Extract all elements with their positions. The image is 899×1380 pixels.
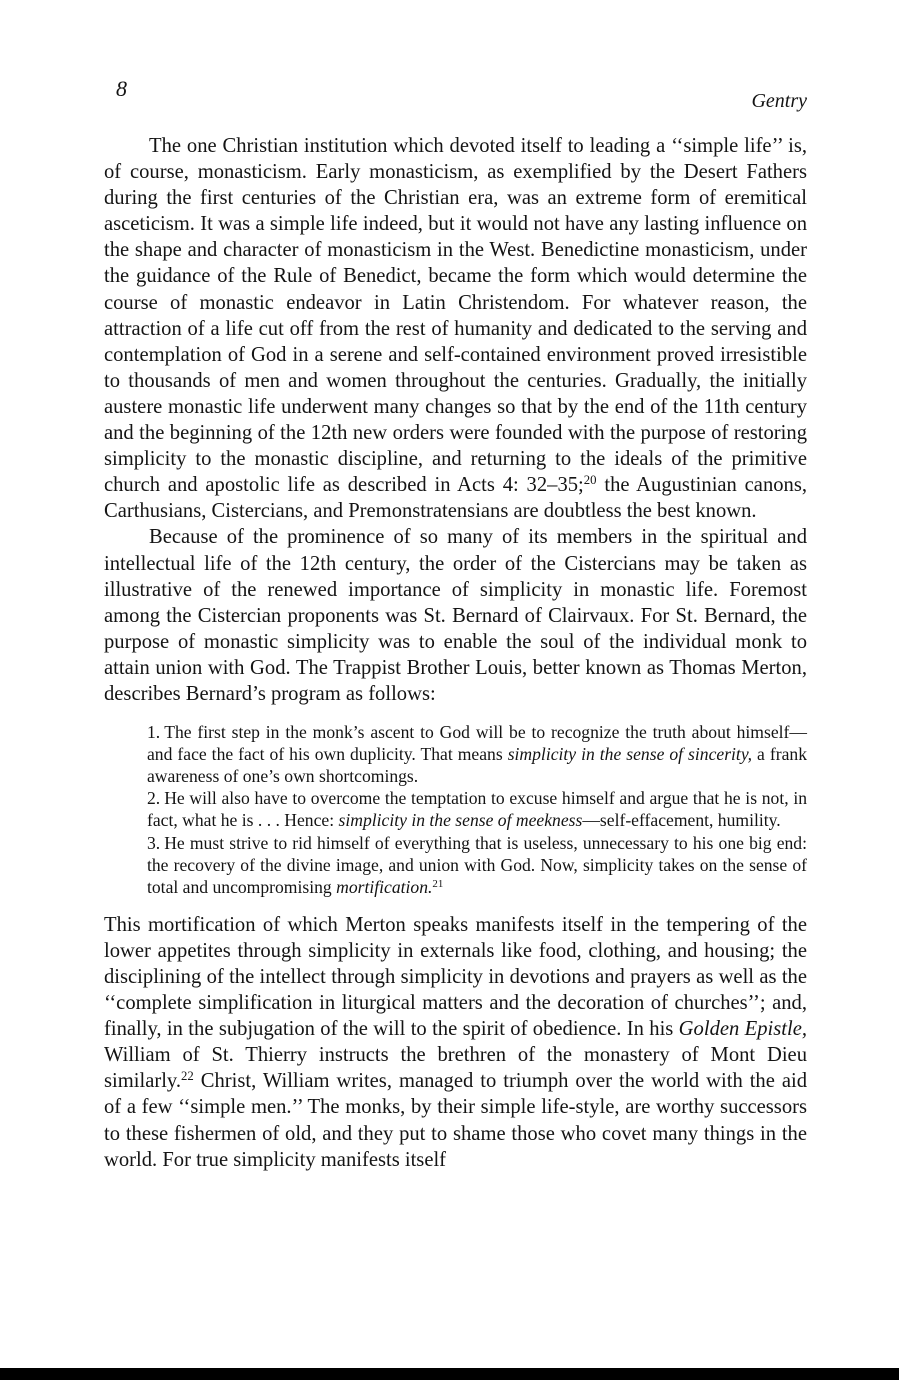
block-quote bbox=[147, 721, 807, 898]
footnote-ref-21: 21 bbox=[432, 877, 444, 890]
footnote-ref-22: 22 bbox=[181, 1069, 194, 1084]
quote-item-number: 3. bbox=[147, 832, 161, 853]
quote-item-1 bbox=[147, 721, 807, 787]
quote-text: The first step in the monk’s ascent to God will be to recognize the truth about himself—and face the fact of his own duplicity. That means bbox=[147, 722, 807, 765]
quote-emphasis: simplicity in the sense of meekness bbox=[338, 810, 583, 831]
paragraph-1-end: the Augustinian canons, Carthusians, Cistercians, and Premonstratensians are doubtless the best known. bbox=[104, 474, 807, 523]
paragraph-1 bbox=[104, 133, 807, 524]
body-text bbox=[104, 133, 807, 1173]
quote-text: He must strive to rid himself of everything that is useless, unnecessary to his one big end: the recovery of the divine image, and union with God. Now, simplicity takes on the sense of total and uncompromising bbox=[147, 832, 807, 897]
page-number: 8 bbox=[116, 76, 127, 101]
paragraph-1-text: The one Christian institution which devoted itself to leading a ‘‘simple life’’ is, of course, monasticism. Early monasticism, as exemplified by the Desert Fathers during the first centuries of the Christian era, was an extreme form of eremitical asceticism. It was a simple life indeed, but it would not have any lasting influence on the shape and character of monasticism in the West. Benedictine monasticism, under the guidance of the Rule of Benedict, became the form which would determine the course of monastic endeavor in Latin Christendom. For whatever reason, the attraction of a life cut off from the rest of humanity and dedicated to the serving and contemplation of God in a serene and self-contained environment proved irresistible to thousands of men and women throughout the centuries. Gradually, the initially austere monastic life underwent many changes so that by the end of the 11th century and the beginning of the 12th new orders were founded with the purpose of restoring simplicity to the monastic discipline, and returning to the ideals of the primitive church and apostolic life as described in Acts 4: 32–35; bbox=[104, 135, 807, 497]
quote-emphasis: simplicity in the sense of sincerity, bbox=[507, 744, 753, 765]
quote-item-number: 2. bbox=[147, 788, 161, 809]
footnote-ref-20: 20 bbox=[583, 473, 597, 488]
book-title: Golden Epistle, bbox=[678, 1018, 807, 1041]
quote-text: a frank awareness of one’s own shortcomings. bbox=[147, 744, 807, 787]
scan-bottom-border bbox=[0, 1368, 899, 1380]
quote-text: He will also have to overcome the temptation to excuse himself and argue that he is not, in fact, what he is . . . Hence: bbox=[147, 788, 807, 831]
quote-item-3 bbox=[147, 832, 807, 898]
paragraph-3 bbox=[104, 912, 807, 1173]
paragraph-3-text: Christ, William writes, managed to triumph over the world with the aid of a few ‘‘simple men.’’ The monks, by their simple life-style, are worthy successors to these fishermen of old, and they put to shame those who covet many things in the world. For true simplicity manifests itself bbox=[104, 1070, 807, 1171]
running-head: Gentry bbox=[751, 90, 807, 112]
quote-emphasis: mortification. bbox=[336, 876, 433, 897]
quote-item-number: 1. bbox=[147, 722, 161, 743]
quote-text: —self-effacement, humility. bbox=[582, 810, 781, 831]
paragraph-3-text: This mortification of which Merton speaks manifests itself in the tempering of the lower appetites through simplicity in externals like food, clothing, and housing; the disciplining of the intellect through simplicity in devotions and prayers as well as the ‘‘complete simplification in liturgical matters and the decoration of churches’’; and, finally, in the subjugation of the will to the spirit of obedience. In his bbox=[104, 913, 807, 1041]
paragraph-2: Because of the prominence of so many of its members in the spiritual and intellectual life of the 12th century, the order of the Cistercians may be taken as illustrative of the renewed importance of simplicity in monastic life. Foremost among the Cistercian proponents was St. Bernard of Clairvaux. For St. Bernard, the purpose of monastic simplicity was to enable the soul of the individual monk to attain union with God. The Trappist Brother Louis, better known as Thomas Merton, describes Bernard’s program as follows: bbox=[104, 526, 807, 705]
quote-item-2 bbox=[147, 787, 807, 831]
paragraph-3-text: William of St. Thierry instructs the brethren of the monastery of Mont Dieu similarly. bbox=[104, 1044, 807, 1093]
